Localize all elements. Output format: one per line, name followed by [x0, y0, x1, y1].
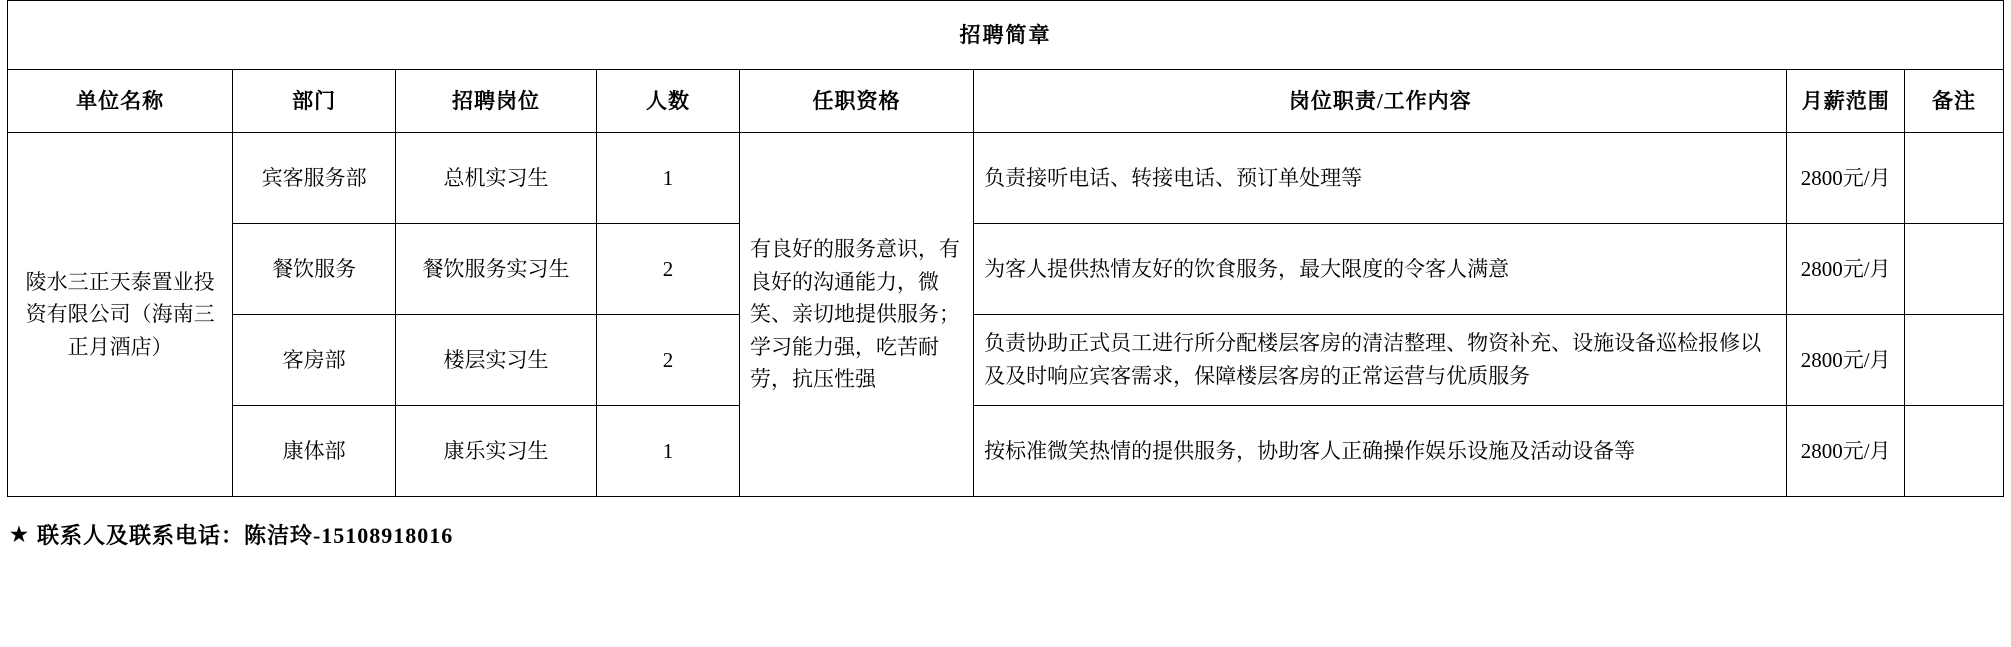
page-title: 招聘简章	[8, 1, 2004, 70]
table-row	[8, 224, 2004, 315]
headcount: 1	[597, 406, 740, 497]
salary: 2800元/月	[1787, 315, 1905, 406]
contact-footer	[10, 519, 2011, 550]
remark	[1905, 406, 2004, 497]
column-header-department: 部门	[233, 70, 396, 133]
department: 客房部	[233, 315, 396, 406]
table-row	[8, 315, 2004, 406]
headcount: 1	[597, 133, 740, 224]
salary: 2800元/月	[1787, 133, 1905, 224]
duties: 为客人提供热情友好的饮食服务，最大限度的令客人满意	[974, 224, 1787, 315]
title-row	[8, 1, 2004, 70]
headcount: 2	[597, 315, 740, 406]
position: 餐饮服务实习生	[395, 224, 596, 315]
salary: 2800元/月	[1787, 224, 1905, 315]
column-header-position: 招聘岗位	[395, 70, 596, 133]
recruitment-table	[7, 0, 2004, 497]
column-header-qualification: 任职资格	[739, 70, 973, 133]
remark	[1905, 133, 2004, 224]
contact-text: 联系人及联系电话：陈洁玲-15108918016	[36, 523, 454, 548]
position: 楼层实习生	[395, 315, 596, 406]
table-row	[8, 133, 2004, 224]
column-header-remark: 备注	[1905, 70, 2004, 133]
remark	[1905, 224, 2004, 315]
department: 宾客服务部	[233, 133, 396, 224]
position: 总机实习生	[395, 133, 596, 224]
qualification: 有良好的服务意识，有良好的沟通能力，微笑、亲切地提供服务；学习能力强，吃苦耐劳，抗压性强	[739, 133, 973, 497]
column-header-headcount: 人数	[597, 70, 740, 133]
headcount: 2	[597, 224, 740, 315]
salary: 2800元/月	[1787, 406, 1905, 497]
star-icon: ★	[10, 523, 29, 546]
column-header-salary: 月薪范围	[1787, 70, 1905, 133]
remark	[1905, 315, 2004, 406]
column-header-duties: 岗位职责/工作内容	[974, 70, 1787, 133]
duties: 按标准微笑热情的提供服务，协助客人正确操作娱乐设施及活动设备等	[974, 406, 1787, 497]
column-header-company: 单位名称	[8, 70, 233, 133]
duties: 负责接听电话、转接电话、预订单处理等	[974, 133, 1787, 224]
department: 餐饮服务	[233, 224, 396, 315]
header-row	[8, 70, 2004, 133]
department: 康体部	[233, 406, 396, 497]
company-name: 陵水三正天泰置业投资有限公司（海南三正月酒店）	[8, 133, 233, 497]
table-row	[8, 406, 2004, 497]
duties: 负责协助正式员工进行所分配楼层客房的清洁整理、物资补充、设施设备巡检报修以及及时响应宾客需求，保障楼层客房的正常运营与优质服务	[974, 315, 1787, 406]
position: 康乐实习生	[395, 406, 596, 497]
